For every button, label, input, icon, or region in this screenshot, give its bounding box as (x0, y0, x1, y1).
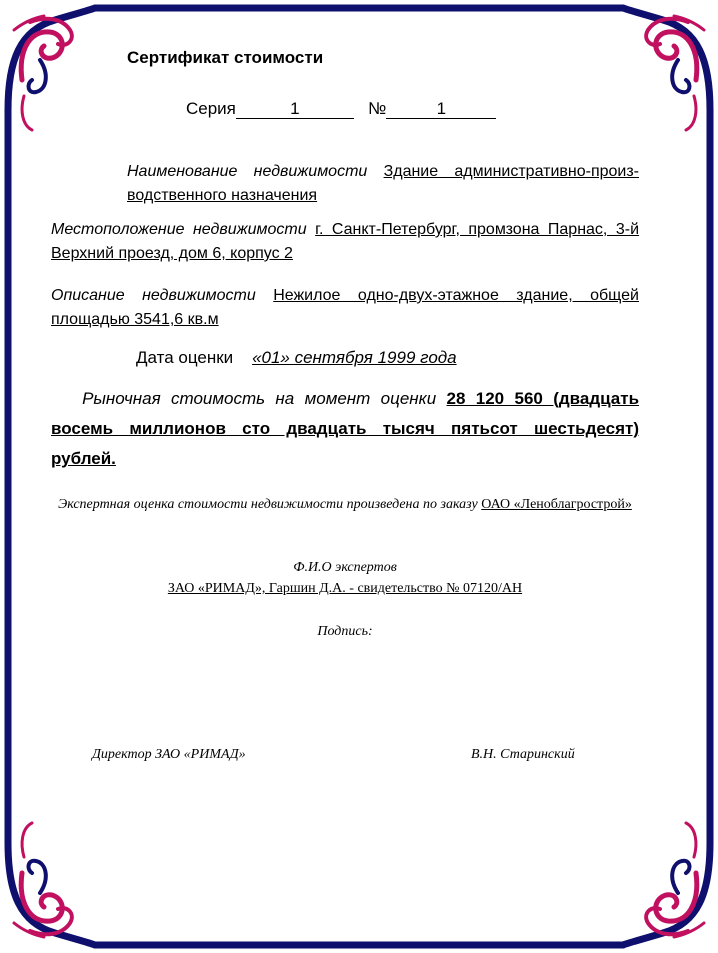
corner-ornament-bottom-right (623, 823, 710, 945)
corner-ornament-top-left (8, 8, 95, 130)
director-name: В.Н. Старинский (471, 747, 575, 762)
corner-ornament-bottom-left (8, 823, 95, 945)
location-value: г. Санкт-Петербург, промзона Парнас, 3-й Верхний проезд, дом 6, корпус 2 (51, 221, 640, 262)
director-label: Директор ЗАО «РИМАД» (92, 747, 246, 762)
series-value: 1 (236, 99, 354, 119)
experts-label-text: Ф.И.О экспертов (293, 560, 397, 575)
series-number-line (186, 99, 496, 119)
date-value: «01» сентября 1999 года (252, 348, 457, 367)
property-name-block (127, 160, 639, 208)
number-value: 1 (386, 99, 496, 119)
market-value: 28 120 560 (двадцать восемь миллионов сто двадцать тысяч пятьсот шестьдесят) рублей. (51, 389, 640, 468)
certificate-title: Сертификат стоимости (127, 48, 324, 67)
signature-line (51, 621, 639, 643)
location-label: Местоположение недвижимости (51, 221, 307, 238)
number-label: № (368, 99, 387, 118)
location-block (51, 218, 639, 266)
order-text: Экспертная оценка стоимости недвижимости произведена по заказу (58, 497, 478, 512)
description-block (51, 284, 639, 332)
date-label: Дата оценки (136, 348, 234, 367)
valuation-date-line (136, 348, 457, 368)
market-label: Рыночная стоимость на момент оценки (82, 389, 437, 408)
signature-label: Подпись: (317, 624, 373, 639)
property-name-label: Наименование недвижимости (127, 163, 368, 180)
description-label: Описание недвижимости (51, 287, 256, 304)
experts-value: ЗАО «РИМАД», Гаршин Д.А. - свидетельство № 07120/АН (167, 581, 523, 596)
order-client: ОАО «Леноблагрострой» (481, 497, 632, 512)
property-name-value: Здание административно-произ-водственного назначения (127, 163, 639, 204)
experts-value-line (51, 578, 639, 600)
corner-ornament-top-right (623, 8, 710, 130)
experts-label (51, 557, 639, 579)
market-value-block (51, 384, 639, 474)
order-block (51, 494, 639, 516)
description-value: Нежилое одно-двух-этажное здание, общей площадью 3541,6 кв.м (51, 287, 639, 328)
series-label: Серия (186, 99, 236, 118)
